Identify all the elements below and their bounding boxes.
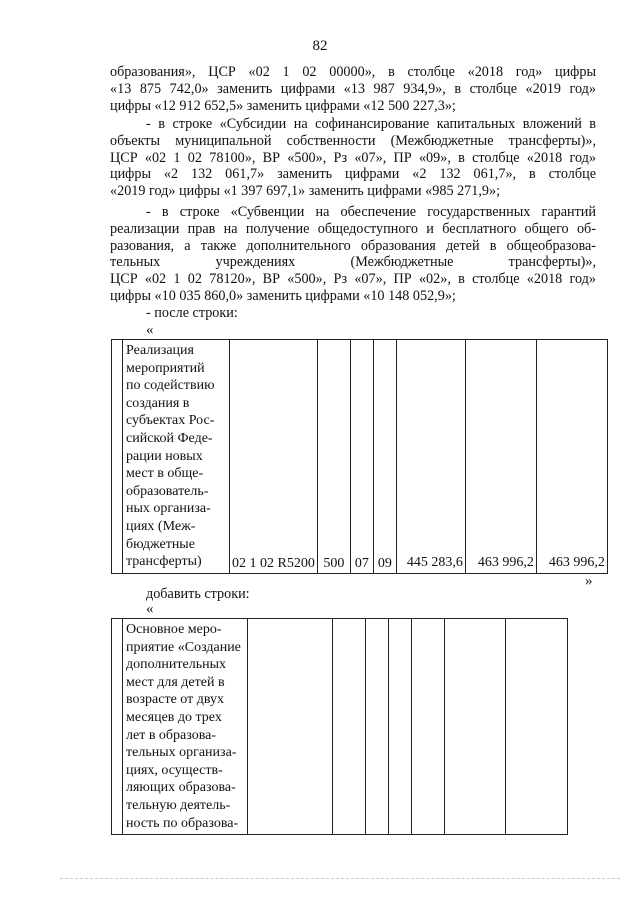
row-name-line: по содействию [126, 378, 215, 394]
paragraph-3-line: разования, а также дополнительного образования детей в общеобразова- [110, 237, 596, 254]
value-2020-cell [506, 619, 568, 835]
table-row [112, 340, 608, 574]
table-cell-empty [112, 340, 123, 574]
rz-cell [366, 619, 389, 835]
vr-cell: 500 [317, 340, 350, 574]
paragraph-3-line: цифры «10 035 860,0» заменить цифрами «10 148 052,9»; [110, 287, 456, 304]
paragraph-2-line: объекты муниципальной собственности (Межбюджетные трансферты)», [110, 132, 596, 149]
paragraph-2-line: ЦСР «02 1 02 78100», ВР «500», Рз «07», ПР «09», в столбце «2018 год» [110, 149, 596, 166]
table-row [112, 619, 568, 835]
paragraph-3-line: тельных учреждениях (Межбюджетные трансферты)», [110, 254, 596, 271]
row-name-line: ляющих образова- [126, 780, 236, 796]
paragraph-3-line: - в строке «Субвенции на обеспечение государственных гарантий [146, 204, 596, 220]
row-name-line: возрасте от двух [126, 692, 224, 708]
after-row-label: - после строки: [146, 305, 238, 321]
value-2019-cell [445, 619, 506, 835]
paragraph-3 [110, 204, 596, 305]
vr-cell [333, 619, 366, 835]
value-2020-cell: 463 996,2 [536, 340, 607, 574]
page-number: 82 [312, 38, 328, 54]
csr-cell [248, 619, 333, 835]
row-name-line: ных организа- [126, 501, 211, 517]
paragraph-2-line: - в строке «Субсидии на софинансирование капитальных вложений в [146, 116, 596, 132]
row-name-cell [123, 340, 230, 574]
paragraph-2-line: «2019 год» цифры «1 397 697,1» заменить цифрами «985 271,9»; [110, 183, 501, 200]
row-name-line: трансферты) [126, 554, 202, 570]
row-name-line: приятие «Создание [126, 639, 241, 655]
row-name-line: циях (Меж- [126, 518, 196, 534]
row-name-line: тельных организа- [126, 745, 237, 761]
row-name-line: Реализация [126, 343, 194, 358]
open-quote: « [146, 601, 154, 617]
row-name-line: бюджетные [126, 536, 195, 552]
paragraph-1-line: «13 875 742,0» заменить цифрами «13 987 934,9», в столбце «2019 год» [110, 80, 596, 97]
row-name-line: субъектах Рос- [126, 413, 215, 429]
row-name-line: ность по образова- [126, 815, 239, 831]
paragraph-1 [110, 64, 596, 114]
value-2018-cell: 445 283,6 [396, 340, 465, 574]
row-name-line: образователь- [126, 483, 209, 499]
row-name-line: лет в образова- [126, 727, 217, 743]
value-2019-cell: 463 996,2 [465, 340, 536, 574]
paragraph-2 [110, 116, 596, 200]
paragraph-1-line: образования», ЦСР «02 1 02 00000», в столбце «2018 год» цифры [110, 64, 596, 80]
row-name-line: мероприятий [126, 360, 205, 376]
open-quote: « [146, 322, 154, 338]
row-name-line: мест для детей в [126, 674, 225, 690]
row-name-line: Основное меро- [126, 622, 222, 637]
pr-cell [389, 619, 412, 835]
paragraph-2-line: цифры «2 132 061,7» заменить цифрами «2 132 061,7», в столбце [110, 166, 596, 183]
scan-edge-line [60, 878, 620, 880]
row-name-line: рации новых [126, 448, 203, 464]
pr-cell: 09 [373, 340, 396, 574]
row-name-line: месяцев до трех [126, 709, 222, 725]
table-cell-empty [112, 619, 123, 835]
paragraph-3-line: ЦСР «02 1 02 78120», ВР «500», Рз «07», ПР «02», в столбце «2018 год» [110, 271, 596, 288]
value-2018-cell [412, 619, 445, 835]
row-name-line: сийской Феде- [126, 430, 213, 446]
paragraph-3-line: реализации прав на получение общедоступного и бесплатного общего об- [110, 220, 596, 237]
close-quote: » [585, 573, 593, 589]
budget-table-existing-row [111, 339, 608, 574]
row-name-line: мест в обще- [126, 466, 204, 482]
row-name-line: создания в [126, 395, 190, 411]
row-name-cell [123, 619, 248, 835]
csr-cell: 02 1 02 R5200 [230, 340, 318, 574]
paragraph-1-line: цифры «12 912 652,5» заменить цифрами «12 500 227,3»; [110, 97, 456, 114]
rz-cell: 07 [350, 340, 373, 574]
row-name-line: дополнительных [126, 657, 227, 673]
add-rows-label: добавить строки: [146, 586, 250, 602]
row-name-line: тельную деятель- [126, 797, 231, 813]
budget-table-new-rows [111, 618, 568, 835]
row-name-line: циях, осуществ- [126, 762, 223, 778]
